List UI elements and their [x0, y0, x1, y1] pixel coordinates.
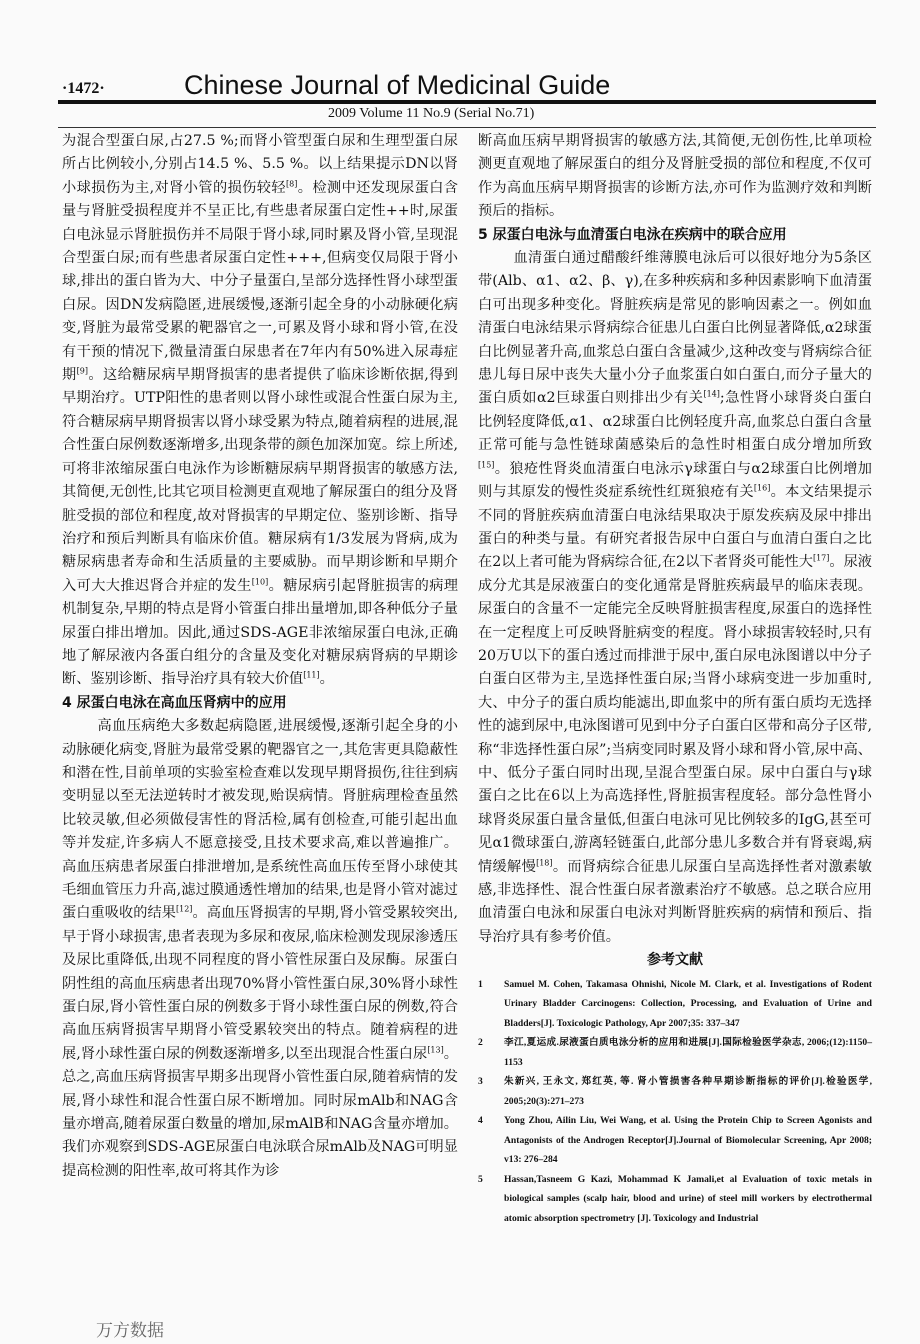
header-rule-thick — [58, 100, 876, 104]
page-header — [58, 70, 876, 128]
reference-item: 1 Samuel M. Cohen, Takamasa Ohnishi, Nicole M. Clark, et al. Investigations of Rodent Urinary Bladder Carcinogens: Collection, Processing, and Evaluation of Urine and Bladders[J]. Toxicologic Pathology, Apr 2007;35: 337–347 — [478, 978, 872, 1029]
reference-item: 5 Hassan,Tasneem G Kazi, Mohammad K Jamali,et al Evaluation of toxic metals in biological samples (scalp hair, blood and urine) of steel mill workers by electrothermal atomic absorption spectrometry [J]. Toxicology and Industrial — [478, 1173, 872, 1224]
left-column — [62, 130, 458, 1183]
reference-item: 4 Yong Zhou, Ailin Liu, Wei Wang, et al. Using the Protein Chip to Screen Agonists and Antagonists of the Androgen Receptor[J].Journal of Biomolecular Screening, Apr 2008; v13: 276–284 — [478, 1115, 872, 1166]
reference-list — [478, 975, 872, 1229]
citation[interactable]: [14] — [703, 389, 720, 399]
citation[interactable]: [17] — [812, 553, 830, 563]
citation[interactable]: [8] — [286, 179, 298, 189]
watermark-text: 万方数据 — [96, 1321, 164, 1341]
paragraph: 高血压病绝大多数起病隐匿,进展缓慢,逐渐引起全身的小动脉硬化病变,肾脏为最常受累的靶器官之一,其危害更具隐蔽性和潜在性,目前单项的实验室检查难以发现早期肾损伤,往往到病变明显以至无法逆转时才被发现,贻误病情。肾脏病理检查虽然比较灵敏,但必须做侵害性的肾活检,属有创检查,可能引起出血等并发症,许多病人不愿意接受,且技术要求高,难以普遍推广。高血压病患者尿蛋白排泄增加,是系统性高血压传至肾小球使其毛细血管压力升高,滤过膜通透性增加的结果,也是肾小管对滤过蛋白重吸收的结果[12]。高血压肾损害的早期,肾小管受累较突出,早于肾小球损害,患者表现为多尿和夜尿,临床检测发现尿渗透压及尿比重降低,出现不同程度的肾小管性尿蛋白及尿酶。尿蛋白阴性组的高血压病患者出现70%肾小管性蛋白尿,30%肾小球性蛋白尿,肾小管性蛋白尿的例数多于肾小球性蛋白尿的例数,符合高血压病肾损害早期肾小管受累较突出的特点。随着病程的进展,肾小球性蛋白尿的例数逐渐增多,以至出现混合性蛋白尿[13]。总之,高血压病肾损害早期多出现肾小管性蛋白尿,随着病情的发展,肾小球性和混合性蛋白尿不断增加。同时尿mAlb和NAG含量亦增高,随着尿蛋白数量的增加,尿mAlB和NAG含量亦增加。我们亦观察到SDS-AGE尿蛋白电泳联合尿mAlb及NAG可明显提高检测的阳性率,故可将其作为诊 — [62, 718, 458, 1179]
right-column — [478, 130, 872, 1228]
paragraph: 为混合型蛋白尿,占27.5 %;而肾小管型蛋白尿和生理型蛋白尿所占比例较小,分别占14.5 %、5.5 %。以上结果提示DN以肾小球损伤为主,对肾小管的损伤较轻[8]。检测中还发现尿蛋白含量与肾脏受损程度并不呈正比,有些患者尿蛋白定性++时,尿蛋白电泳显示肾脏损伤并不局限于肾小球,同时累及肾小管,呈现混合型蛋白尿;而有些患者尿蛋白定性+++,但病变仅局限于肾小球,排出的蛋白皆为大、中分子量蛋白,呈部分选择性肾小球型蛋白尿。因DN发病隐匿,进展缓慢,逐渐引起全身的小动脉硬化病变,肾脏为最常受累的靶器官之一,可累及肾小球和肾小管,在没有干预的情况下,微量清蛋白尿患者在7年内有50%进入尿毒症期[9]。这给糖尿病早期肾损害的患者提供了临床诊断依据,得到早期治疗。UTP阳性的患者则以肾小球性或混合性蛋白尿为主,符合糖尿病早期肾损害以肾小球受累为特点,随着病程的进展,混合性蛋白尿例数逐渐增多,出现条带的颜色加深加宽。综上所述,可将非浓缩尿蛋白电泳作为诊断糖尿病早期肾损害的敏感方法,其简便,无创性,比其它项目检测更直观地了解尿蛋白的组分及肾脏受损的部位和程度,故对肾损害的早期定位、鉴别诊断、指导治疗和预后判断具有临床价值。糖尿病有1/3发展为肾病,成为糖尿病患者寿命和生活质量的主要威胁。而早期诊断和早期介入可大大推迟肾合并症的发生[10]。糖尿病引起肾脏损害的病理机制复杂,早期的特点是肾小管蛋白排出量增加,即各种低分子量尿蛋白排出增加。因此,通过SDS-AGE非浓缩尿蛋白电泳,正确地了解尿液内各蛋白组分的含量及变化对糖尿病肾病的早期诊断、鉴别诊断、指导治疗具有较大价值[11]。 — [62, 133, 458, 688]
section-heading-4: 4 尿蛋白电泳在高血压肾病中的应用 — [62, 694, 287, 711]
citation[interactable]: [12] — [175, 904, 193, 914]
issue-info: 2009 Volume 11 No.9 (Serial No.71) — [328, 106, 535, 121]
citation[interactable]: [18] — [536, 857, 553, 867]
citation[interactable]: [9] — [76, 366, 88, 376]
citation[interactable]: [10] — [251, 576, 269, 586]
references-heading: 参考文献 — [647, 952, 703, 969]
paragraph: 断高血压病早期肾损害的敏感方法,其简便,无创伤性,比单项检测更直观地了解尿蛋白的组分及肾脏受损的部位和程度,不仅可作为高血压病早期肾损害的诊断方法,亦可作为监测疗效和判断预后的指标。 — [478, 133, 872, 220]
page-number: ·1472· — [62, 80, 105, 97]
header-rule-thin — [58, 127, 876, 128]
citation[interactable]: [13] — [427, 1045, 444, 1055]
citation[interactable]: [11] — [303, 670, 320, 680]
section-heading-5: 5 尿蛋白电泳与血清蛋白电泳在疾病中的联合应用 — [478, 226, 787, 243]
paragraph: 血清蛋白通过醋酸纤维薄膜电泳后可以很好地分为5条区带(Alb、α1、α2、β、γ),在多种疾病和多种因素影响下血清蛋白可出现多种变化。肾脏疾病是常见的影响因素之一。例如血清蛋白电泳结果示肾病综合征患儿白蛋白比例显著降低,α2球蛋白比例显著升高,血浆总白蛋白含量减少,这种改变与肾病综合征患儿每日尿中丧失大量小分子血浆蛋白如白蛋白,而分子量大的蛋白质如α2巨球蛋白则排出少有关[14];急性肾小球肾炎白蛋白比例轻度降低,α1、α2球蛋白比例轻度升高,血浆总白蛋白含量正常可能与急性链球菌感染后的急性时相蛋白成分增加所致[15]。狼疮性肾炎血清蛋白电泳示γ球蛋白与α2球蛋白比例增加则与其原发的慢性炎症系统性红斑狼疮有关[16]。本文结果提示不同的肾脏疾病血清蛋白电泳结果取决于原发疾病及尿中排出蛋白的种类与量。有研究者报告尿中白蛋白与血清白蛋白之比在2以上者可能为肾病综合征,在2以下者肾炎可能性大[17]。尿液成分尤其是尿液蛋白的变化通常是肾脏疾病最早的临床表现。尿蛋白的含量不一定能完全反映肾脏损害程度,尿蛋白的选择性在一定程度上可反映肾脏病变的程度。肾小球损害较轻时,只有20万U以下的蛋白透过而排泄于尿中,蛋白尿电泳图谱以中分子白蛋白区带为主,呈选择性蛋白尿;当肾小球病变进一步加重时,大、中分子的蛋白质均能滤出,即血浆中的所有蛋白质均无选择性的滤到尿中,电泳图谱可见到中分子白蛋白区带和高分子区带,称“非选择性蛋白尿”;当病变同时累及肾小球和肾小管,尿中高、中、低分子蛋白同时出现,呈混合型蛋白尿。尿中白蛋白与γ球蛋白之比在6以上为高选择性,肾脏损害程度轻。部分急性肾小球肾炎尿蛋白量含量低,但蛋白电泳可见比例较多的IgG,甚至可见α1微球蛋白,游离轻链蛋白,此部分患儿多数合并有肾衰竭,病情缓解慢[18]。而肾病综合征患儿尿蛋白呈高选择性者对激素敏感,非选择性、混合性蛋白尿者激素治疗不敏感。总之联合应用血清蛋白电泳和尿蛋白电泳对判断肾脏疾病的病情和预后、指导治疗具有参考价值。 — [478, 250, 873, 945]
citation[interactable]: [16] — [753, 483, 771, 493]
reference-item: 2 李江,夏运成.尿液蛋白质电泳分析的应用和进展[J].国际检验医学杂志, 2006;(12):1150–1153 — [478, 1037, 872, 1068]
citation[interactable]: [15] — [478, 459, 495, 469]
journal-title: Chinese Journal of Medicinal Guide — [184, 70, 611, 100]
reference-item: 3 朱新兴, 王永文, 郑红英, 等. 肾小管损害各种早期诊断指标的评价[J].检验医学, 2005;20(3):271–273 — [478, 1076, 872, 1107]
